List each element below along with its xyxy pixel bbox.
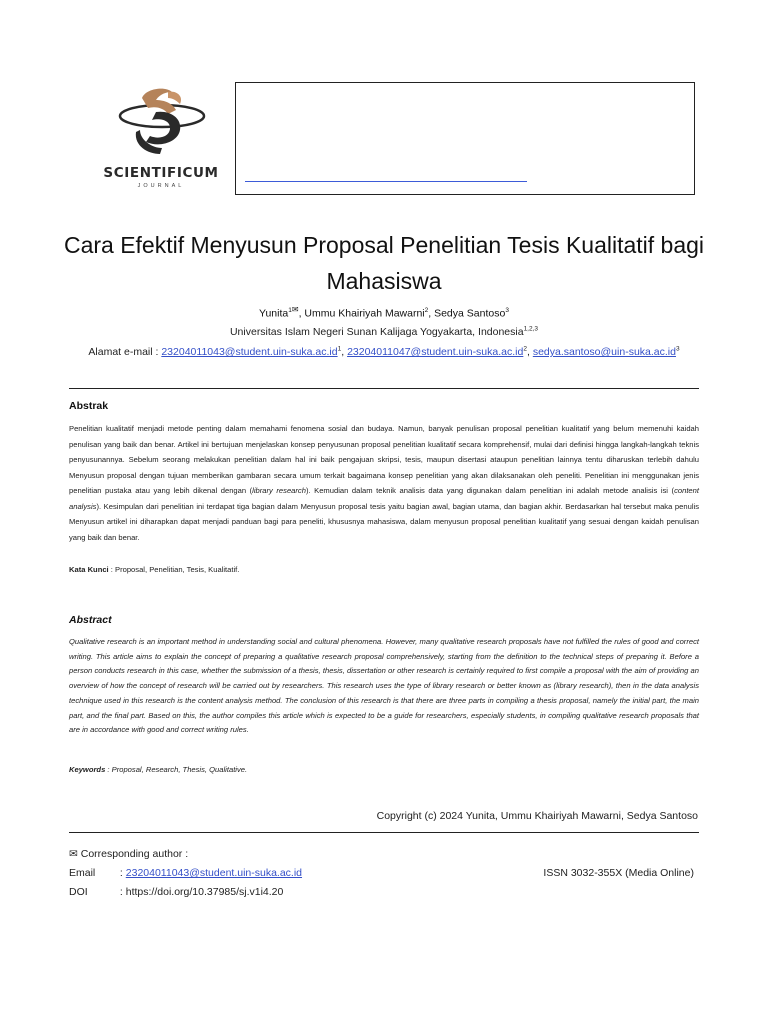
keywords-label: Keywords — [69, 765, 106, 774]
author-1: Yunita — [259, 307, 289, 320]
kata-kunci-label: Kata Kunci — [69, 565, 109, 574]
divider-bottom — [69, 832, 699, 833]
affiliation-sup: 1,2,3 — [523, 325, 539, 333]
abstract-body: Qualitative research is an important method in understanding social and cultural phenomena. However, many qualitative research proposals have not fulfilled the rules of good and correct writing. This article aims to explain the concept of preparing a qualitative research proposal comprehensively, starting from the definition to the technical steps of preparing it. Before a person conducts research in this case, whether the submission of a thesis, thesis, dissertation or other research is certainly required to first compile a proposal with the aim of providing an overview of how the concept of research will be carried out by researchers. This research uses the type of library research or better known as (library research), then in the data analysis technique used in this research is the content analysis method. The conclusion of this research is that there are three parts in compiling a thesis proposal, namely the initial part, the main part, and the final part. Based on this, the author compiles this article which is expected to be a guide for researchers, especially students, in compiling qualitative research proposals that are in accordance with good and correct writing rules. — [69, 637, 699, 735]
issn: ISSN 3032-355X (Media Online) — [543, 867, 694, 879]
abstrak-body: Penelitian kualitatif menjadi metode penting dalam memahami fenomena sosial dan budaya. Namun, banyak penulisan proposal penelitian kualitatif yang belum memenuhi kaidah penulisan yang baik dan benar. Artikel ini bertujuan menjelaskan konsep penyusunan proposal penelitian kualitatif secara komprehensif, mulai dari definisi hingga langkah-langkah teknis penyusunannya. Sebelum seorang melakukan penelitian dalam hal ini baik pengajuan skripsi, tesis, maupun disertasi ataupun penelitian lainnya tentu diharuskan terlebih dahulu Menyusun proposal dengan tujuan memberikan gambaran secara umum terkait bagaimana konsep penelitian yang akan dilaksanakan oleh peneliti. Penelitian ini menggunakan jenis penelitian pustaka atau yang lebih dikenal dengan (library research). Kemudian dalam teknik analisis data yang digunakan dalam penelitian ini adalah metode analisis isi (content analysis). Kesimpulan dari penelitian ini terdapat tiga bagian dalam Menyusun proposal tesis yaitu bagian awal, bagian utama, dan bagian akhir. Berdasarkan hal tersebut maka penulis Menyusun artikel ini diharapkan dapat menjadi panduan bagi para peneliti, khususnya mahasiswa, dalam menyusun proposal penelitian kualitatif yang sesuai dengan kaidah penulisan yang baik dan benar. — [69, 424, 699, 542]
email-link-1[interactable]: 23204011043@student.uin-suka.ac.id — [161, 346, 338, 358]
doi-value: : https://doi.org/10.37985/sj.v1i4.20 — [119, 886, 284, 898]
doi-row — [69, 886, 283, 898]
affiliation: Universitas Islam Negeri Sunan Kalijaga Yogyakarta, Indonesia$^{1,2,3}$ — [229, 325, 539, 338]
email-link-3[interactable]: sedya.santoso@uin-suka.ac.id — [532, 346, 676, 358]
email-link-2[interactable]: 23204011047@student.uin-suka.ac.id — [347, 346, 524, 358]
journal-header-box — [235, 82, 695, 195]
mail-icon: ✉ — [291, 305, 299, 314]
paper-title: Cara Efektif Menyusun Proposal Penelitian Tesis Kualitatif bagi Mahasiswa — [63, 232, 705, 294]
keywords: Keywords : Proposal, Research, Thesis, Qualitative. — [69, 765, 248, 774]
abstract-heading: Abstract — [69, 614, 112, 626]
author-1-sup: 1 — [288, 307, 292, 314]
author-2-sup: 2 — [424, 307, 429, 314]
author-2: Ummu Khairiyah Mawarni — [304, 307, 425, 320]
abstrak-heading: Abstrak — [69, 400, 109, 412]
envelope-icon: ✉ — [69, 848, 78, 860]
author-3: Sedya Santoso — [434, 307, 506, 320]
email-label: Alamat e-mail : — [88, 346, 159, 358]
logo-wordmark: SCIENTIFICUM — [103, 165, 219, 181]
footer-email-link[interactable]: 23204011043@student.uin-suka.ac.id — [125, 867, 303, 879]
logo-subtitle: JOURNAL — [137, 183, 185, 189]
email-row: Email : 23204011043@student.uin-suka.ac.id — [69, 867, 303, 879]
doi-label: DOI — [69, 886, 88, 898]
author-3-sup: 3 — [505, 307, 509, 314]
kata-kunci: Kata Kunci : Proposal, Penelitian, Tesis, Kualitatif. — [69, 565, 240, 574]
author-list: Yunita$^{1✉}$, Ummu Khairiyah Mawarni$^2$, Sedya Santoso$^3$ — [259, 305, 509, 320]
footer-email-label: Email — [69, 867, 96, 879]
copyright: Copyright (c) 2024 Yunita, Ummu Khairiyah Mawarni, Sedya Santoso — [376, 810, 698, 822]
corresponding-author: ✉ Corresponding author : — [69, 848, 189, 860]
header-link-line[interactable] — [245, 181, 527, 182]
author-emails: Alamat e-mail : $23204011043@student.uin-suka.ac.id^1$, $23204011047@student.uin-suka.ac.id^2$, $sedya.santoso@uin-suka.ac.id^3$ — [88, 345, 680, 358]
divider-top — [69, 388, 699, 389]
